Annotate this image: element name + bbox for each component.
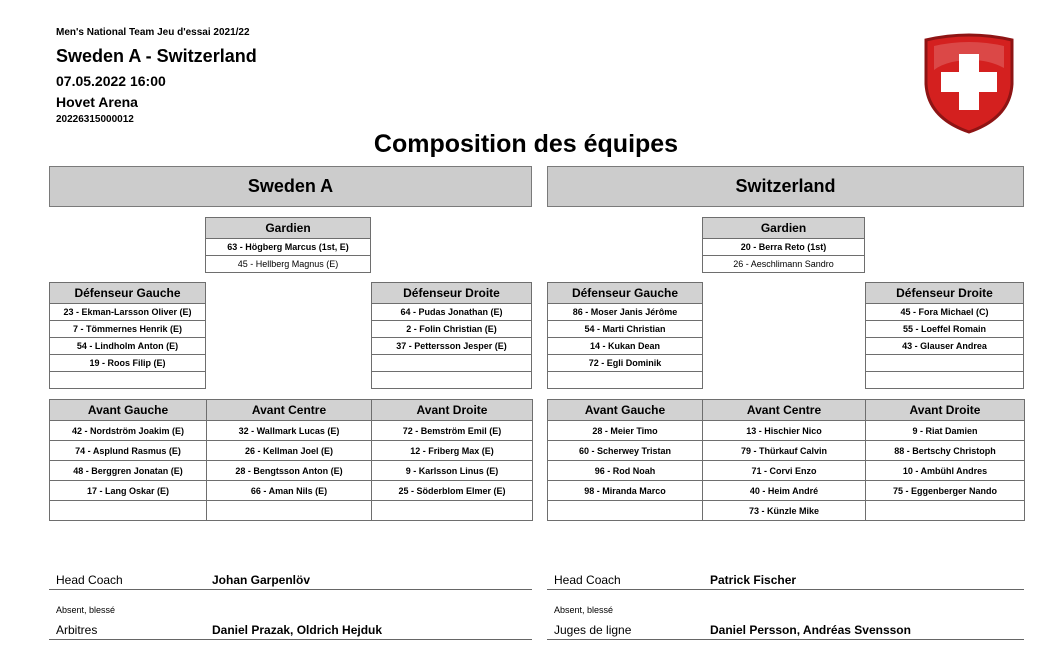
player-cell [372,501,533,521]
fwd-right-header: Avant Droite [866,400,1025,421]
fwd-left-header: Avant Gauche [548,400,703,421]
player-cell: 37 - Pettersson Jesper (E) [372,338,532,355]
fwd-center-header: Avant Centre [207,400,372,421]
player-cell [866,355,1024,372]
head-coach-label: Head Coach [554,573,621,587]
match-datetime: 07.05.2022 16:00 [56,73,166,89]
player-cell: 86 - Moser Janis Jérôme [548,304,703,321]
player-cell [548,501,703,521]
player-cell [372,372,532,389]
player-cell: 9 - Karlsson Linus (E) [372,461,533,481]
player-cell: 26 - Kellman Joel (E) [207,441,372,461]
def-left-header: Défenseur Gauche [50,283,206,304]
page-title: Composition des équipes [373,130,679,158]
player-cell: 98 - Miranda Marco [548,481,703,501]
goalie-cell: 26 - Aeschlimann Sandro [703,256,865,273]
absent-label: Absent, blessé [56,605,116,615]
goalie-cell: 63 - Högberg Marcus (1st, E) [206,239,371,256]
referees-label: Arbitres [56,623,98,637]
player-cell: 12 - Friberg Max (E) [372,441,533,461]
linesmen-label: Juges de ligne [554,623,632,637]
def-left-header: Défenseur Gauche [548,283,703,304]
player-cell: 25 - Söderblom Elmer (E) [372,481,533,501]
player-cell: 88 - Bertschy Christoph [866,441,1025,461]
player-cell [50,501,207,521]
player-cell [207,501,372,521]
match-title: Sweden A - Switzerland [56,46,257,66]
away-def-right-table [865,282,1024,389]
player-cell [50,372,206,389]
absent-label: Absent, blessé [554,605,614,615]
game-id: 20226315000012 [56,114,134,125]
away-def-left-table [547,282,703,389]
def-right-header: Défenseur Droite [372,283,532,304]
player-cell: 10 - Ambühl Andres [866,461,1025,481]
home-def-left-table [49,282,206,389]
player-cell: 14 - Kukan Dean [548,338,703,355]
player-cell: 96 - Rod Noah [548,461,703,481]
player-cell: 48 - Berggren Jonatan (E) [50,461,207,481]
player-cell: 74 - Asplund Rasmus (E) [50,441,207,461]
player-cell: 66 - Aman Nils (E) [207,481,372,501]
fwd-right-header: Avant Droite [372,400,533,421]
home-def-right-table [371,282,532,389]
home-goalie-table [205,217,371,273]
player-cell: 55 - Loeffel Romain [866,321,1024,338]
player-cell [866,501,1025,521]
player-cell: 43 - Glauser Andrea [866,338,1024,355]
player-cell: 75 - Eggenberger Nando [866,481,1025,501]
player-cell: 64 - Pudas Jonathan (E) [372,304,532,321]
away-head-coach-row [547,568,1024,590]
away-linesmen-row [547,618,1024,640]
goalie-header: Gardien [703,218,865,239]
player-cell: 73 - Künzle Mike [703,501,866,521]
referees-names: Daniel Prazak, Oldrich Hejduk [212,623,383,637]
away-forwards-table [547,399,1025,521]
player-cell [548,372,703,389]
player-cell: 40 - Heim André [703,481,866,501]
player-cell: 54 - Marti Christian [548,321,703,338]
home-referees-row [49,618,532,640]
match-venue: Hovet Arena [56,94,138,110]
player-cell: 32 - Wallmark Lucas (E) [207,421,372,441]
player-cell: 2 - Folin Christian (E) [372,321,532,338]
head-coach-name: Johan Garpenlöv [212,573,311,587]
competition-name: Men's National Team Jeu d'essai 2021/22 [56,27,250,38]
home-team-name: Sweden A [49,166,532,207]
player-cell: 71 - Corvi Enzo [703,461,866,481]
swiss-shield-icon [922,32,1016,134]
linesmen-names: Daniel Persson, Andréas Svensson [710,623,911,637]
goalie-cell: 20 - Berra Reto (1st) [703,239,865,256]
away-goalie-table [702,217,865,273]
home-forwards-table [49,399,533,521]
player-cell: 19 - Roos Filip (E) [50,355,206,372]
player-cell: 72 - Egli Dominik [548,355,703,372]
player-cell [372,355,532,372]
head-coach-name: Patrick Fischer [710,573,797,587]
player-cell: 28 - Bengtsson Anton (E) [207,461,372,481]
player-cell: 54 - Lindholm Anton (E) [50,338,206,355]
player-cell: 17 - Lang Oskar (E) [50,481,207,501]
player-cell: 28 - Meier Timo [548,421,703,441]
player-cell: 23 - Ekman-Larsson Oliver (E) [50,304,206,321]
player-cell: 42 - Nordström Joakim (E) [50,421,207,441]
fwd-left-header: Avant Gauche [50,400,207,421]
player-cell: 7 - Tömmernes Henrik (E) [50,321,206,338]
home-head-coach-row [49,568,532,590]
player-cell: 60 - Scherwey Tristan [548,441,703,461]
head-coach-label: Head Coach [56,573,123,587]
player-cell [866,372,1024,389]
fwd-center-header: Avant Centre [703,400,866,421]
away-team-name: Switzerland [547,166,1024,207]
def-right-header: Défenseur Droite [866,283,1024,304]
player-cell: 13 - Hischier Nico [703,421,866,441]
player-cell: 72 - Bemström Emil (E) [372,421,533,441]
goalie-header: Gardien [206,218,371,239]
goalie-cell: 45 - Hellberg Magnus (E) [206,256,371,273]
player-cell: 79 - Thürkauf Calvin [703,441,866,461]
player-cell: 9 - Riat Damien [866,421,1025,441]
player-cell: 45 - Fora Michael (C) [866,304,1024,321]
